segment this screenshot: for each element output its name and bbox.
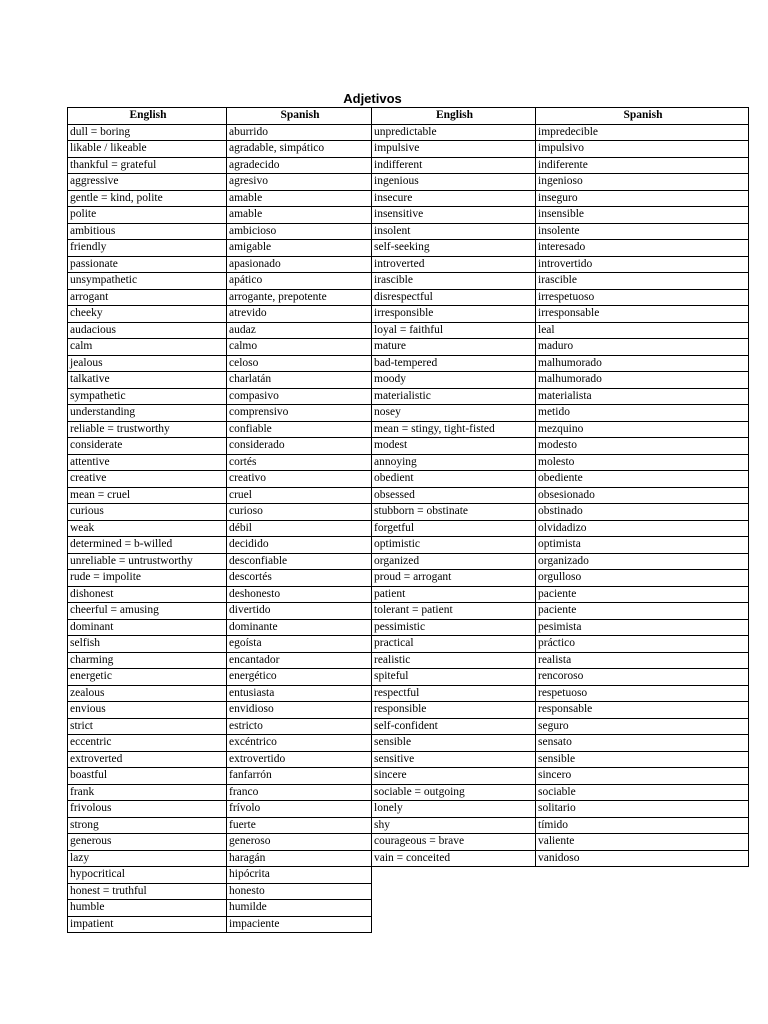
english-cell: lazy bbox=[68, 850, 227, 867]
english-cell: loyal = faithful bbox=[372, 322, 536, 339]
english-cell: obedient bbox=[372, 471, 536, 488]
english-cell: polite bbox=[68, 207, 227, 224]
spanish-cell: franco bbox=[227, 784, 372, 801]
table-row bbox=[372, 553, 749, 570]
english-cell: proud = arrogant bbox=[372, 570, 536, 587]
header-spanish: Spanish bbox=[227, 108, 372, 125]
spanish-cell: amable bbox=[227, 207, 372, 224]
spanish-cell: considerado bbox=[227, 438, 372, 455]
spanish-cell: haragán bbox=[227, 850, 372, 867]
english-cell: unreliable = untrustworthy bbox=[68, 553, 227, 570]
table-row bbox=[372, 388, 749, 405]
english-cell: self-confident bbox=[372, 718, 536, 735]
spanish-cell: extrovertido bbox=[227, 751, 372, 768]
english-cell: dull = boring bbox=[68, 124, 227, 141]
table-row bbox=[372, 471, 749, 488]
spanish-cell: práctico bbox=[536, 636, 749, 653]
table-row bbox=[372, 339, 749, 356]
english-cell: irresponsible bbox=[372, 306, 536, 323]
english-cell: disrespectful bbox=[372, 289, 536, 306]
table-row bbox=[68, 471, 372, 488]
english-cell: respectful bbox=[372, 685, 536, 702]
table-row bbox=[68, 190, 372, 207]
table-row bbox=[372, 850, 749, 867]
table-row bbox=[372, 322, 749, 339]
table-row bbox=[68, 867, 372, 884]
table-row bbox=[68, 355, 372, 372]
spanish-cell: divertido bbox=[227, 603, 372, 620]
table-row bbox=[68, 850, 372, 867]
table-row bbox=[68, 306, 372, 323]
table-row bbox=[68, 141, 372, 158]
spanish-cell: descortés bbox=[227, 570, 372, 587]
english-cell: pessimistic bbox=[372, 619, 536, 636]
spanish-cell: comprensivo bbox=[227, 405, 372, 422]
spanish-cell: impulsivo bbox=[536, 141, 749, 158]
english-cell: understanding bbox=[68, 405, 227, 422]
english-cell: generous bbox=[68, 834, 227, 851]
table-row bbox=[68, 669, 372, 686]
spanish-cell: metido bbox=[536, 405, 749, 422]
english-cell: irascible bbox=[372, 273, 536, 290]
spanish-cell: pesimista bbox=[536, 619, 749, 636]
english-cell: tolerant = patient bbox=[372, 603, 536, 620]
english-cell: reliable = trustworthy bbox=[68, 421, 227, 438]
spanish-cell: inseguro bbox=[536, 190, 749, 207]
spanish-cell: rencoroso bbox=[536, 669, 749, 686]
spanish-cell: respetuoso bbox=[536, 685, 749, 702]
english-cell: spiteful bbox=[372, 669, 536, 686]
table-row bbox=[68, 834, 372, 851]
table-header-row bbox=[68, 108, 372, 125]
spanish-cell: irresponsable bbox=[536, 306, 749, 323]
table-row bbox=[68, 454, 372, 471]
english-cell: honest = truthful bbox=[68, 883, 227, 900]
english-cell: determined = b-willed bbox=[68, 537, 227, 554]
table-row bbox=[372, 718, 749, 735]
table-row bbox=[68, 372, 372, 389]
table-row bbox=[68, 405, 372, 422]
table-row bbox=[68, 801, 372, 818]
table-row bbox=[372, 586, 749, 603]
table-row bbox=[68, 421, 372, 438]
english-cell: indifferent bbox=[372, 157, 536, 174]
spanish-cell: responsable bbox=[536, 702, 749, 719]
english-cell: courageous = brave bbox=[372, 834, 536, 851]
english-cell: aggressive bbox=[68, 174, 227, 191]
table-row bbox=[372, 273, 749, 290]
spanish-cell: apasionado bbox=[227, 256, 372, 273]
table-row bbox=[68, 916, 372, 933]
spanish-cell: tímido bbox=[536, 817, 749, 834]
spanish-cell: modesto bbox=[536, 438, 749, 455]
english-cell: thankful = grateful bbox=[68, 157, 227, 174]
table-row bbox=[372, 652, 749, 669]
table-row bbox=[372, 735, 749, 752]
english-cell: lonely bbox=[372, 801, 536, 818]
spanish-cell: audaz bbox=[227, 322, 372, 339]
table-row bbox=[68, 174, 372, 191]
english-cell: optimistic bbox=[372, 537, 536, 554]
spanish-cell: charlatán bbox=[227, 372, 372, 389]
table-row bbox=[68, 322, 372, 339]
english-cell: insensitive bbox=[372, 207, 536, 224]
table-row bbox=[372, 355, 749, 372]
spanish-cell: cortés bbox=[227, 454, 372, 471]
spanish-cell: apático bbox=[227, 273, 372, 290]
english-cell: sociable = outgoing bbox=[372, 784, 536, 801]
spanish-cell: agradable, simpático bbox=[227, 141, 372, 158]
spanish-cell: atrevido bbox=[227, 306, 372, 323]
english-cell: strict bbox=[68, 718, 227, 735]
spanish-cell: solitario bbox=[536, 801, 749, 818]
spanish-cell: calmo bbox=[227, 339, 372, 356]
english-cell: unpredictable bbox=[372, 124, 536, 141]
table-row bbox=[372, 372, 749, 389]
english-cell: vain = conceited bbox=[372, 850, 536, 867]
table-row bbox=[68, 520, 372, 537]
table-row bbox=[68, 586, 372, 603]
english-cell: organized bbox=[372, 553, 536, 570]
english-cell: rude = impolite bbox=[68, 570, 227, 587]
spanish-cell: deshonesto bbox=[227, 586, 372, 603]
english-cell: weak bbox=[68, 520, 227, 537]
spanish-cell: olvidadizo bbox=[536, 520, 749, 537]
table-row bbox=[372, 240, 749, 257]
english-cell: charming bbox=[68, 652, 227, 669]
english-cell: arrogant bbox=[68, 289, 227, 306]
table-row bbox=[68, 339, 372, 356]
spanish-cell: débil bbox=[227, 520, 372, 537]
spanish-cell: vanidoso bbox=[536, 850, 749, 867]
spanish-cell: curioso bbox=[227, 504, 372, 521]
english-cell: zealous bbox=[68, 685, 227, 702]
table-row bbox=[372, 570, 749, 587]
spanish-cell: indiferente bbox=[536, 157, 749, 174]
english-cell: mean = cruel bbox=[68, 487, 227, 504]
table-row bbox=[372, 619, 749, 636]
english-cell: practical bbox=[372, 636, 536, 653]
english-cell: hypocritical bbox=[68, 867, 227, 884]
header-english: English bbox=[372, 108, 536, 125]
table-row bbox=[68, 718, 372, 735]
table-row bbox=[68, 735, 372, 752]
spanish-cell: aburrido bbox=[227, 124, 372, 141]
table-row bbox=[372, 124, 749, 141]
spanish-cell: humilde bbox=[227, 900, 372, 917]
table-row bbox=[68, 487, 372, 504]
table-row bbox=[372, 223, 749, 240]
spanish-cell: insolente bbox=[536, 223, 749, 240]
table-row bbox=[372, 405, 749, 422]
spanish-cell: sensible bbox=[536, 751, 749, 768]
table-row bbox=[372, 537, 749, 554]
table-row bbox=[372, 834, 749, 851]
table-row bbox=[372, 438, 749, 455]
spanish-cell: ambicioso bbox=[227, 223, 372, 240]
english-cell: curious bbox=[68, 504, 227, 521]
english-cell: nosey bbox=[372, 405, 536, 422]
english-cell: stubborn = obstinate bbox=[372, 504, 536, 521]
spanish-cell: decidido bbox=[227, 537, 372, 554]
english-cell: strong bbox=[68, 817, 227, 834]
english-cell: envious bbox=[68, 702, 227, 719]
table-row bbox=[372, 784, 749, 801]
vocabulary-table-right bbox=[371, 107, 749, 867]
spanish-cell: desconfiable bbox=[227, 553, 372, 570]
english-cell: patient bbox=[372, 586, 536, 603]
english-cell: insecure bbox=[372, 190, 536, 207]
spanish-cell: generoso bbox=[227, 834, 372, 851]
english-cell: annoying bbox=[372, 454, 536, 471]
spanish-cell: entusiasta bbox=[227, 685, 372, 702]
english-cell: mature bbox=[372, 339, 536, 356]
table-row bbox=[68, 537, 372, 554]
spanish-cell: envidioso bbox=[227, 702, 372, 719]
spanish-cell: cruel bbox=[227, 487, 372, 504]
english-cell: materialistic bbox=[372, 388, 536, 405]
table-row bbox=[372, 487, 749, 504]
spanish-cell: frívolo bbox=[227, 801, 372, 818]
table-row bbox=[372, 768, 749, 785]
english-cell: selfish bbox=[68, 636, 227, 653]
english-cell: shy bbox=[372, 817, 536, 834]
table-row bbox=[372, 520, 749, 537]
spanish-cell: hipócrita bbox=[227, 867, 372, 884]
spanish-cell: impredecible bbox=[536, 124, 749, 141]
english-cell: moody bbox=[372, 372, 536, 389]
table-row bbox=[372, 702, 749, 719]
table-row bbox=[68, 784, 372, 801]
spanish-cell: sincero bbox=[536, 768, 749, 785]
spanish-cell: excéntrico bbox=[227, 735, 372, 752]
table-row bbox=[68, 702, 372, 719]
english-cell: obsessed bbox=[372, 487, 536, 504]
english-cell: talkative bbox=[68, 372, 227, 389]
spanish-cell: sociable bbox=[536, 784, 749, 801]
table-row bbox=[68, 619, 372, 636]
english-cell: audacious bbox=[68, 322, 227, 339]
english-cell: unsympathetic bbox=[68, 273, 227, 290]
english-cell: ambitious bbox=[68, 223, 227, 240]
spanish-cell: agresivo bbox=[227, 174, 372, 191]
english-cell: dishonest bbox=[68, 586, 227, 603]
english-cell: sympathetic bbox=[68, 388, 227, 405]
table-row bbox=[68, 817, 372, 834]
table-row bbox=[372, 636, 749, 653]
spanish-cell: estricto bbox=[227, 718, 372, 735]
spanish-cell: arrogante, prepotente bbox=[227, 289, 372, 306]
spanish-cell: leal bbox=[536, 322, 749, 339]
spanish-cell: interesado bbox=[536, 240, 749, 257]
english-cell: creative bbox=[68, 471, 227, 488]
english-cell: eccentric bbox=[68, 735, 227, 752]
header-english: English bbox=[68, 108, 227, 125]
english-cell: dominant bbox=[68, 619, 227, 636]
table-row bbox=[372, 421, 749, 438]
english-cell: introverted bbox=[372, 256, 536, 273]
english-cell: sensible bbox=[372, 735, 536, 752]
spanish-cell: organizado bbox=[536, 553, 749, 570]
spanish-cell: agradecido bbox=[227, 157, 372, 174]
table-row bbox=[372, 751, 749, 768]
table-row bbox=[68, 289, 372, 306]
spanish-cell: honesto bbox=[227, 883, 372, 900]
table-row bbox=[68, 438, 372, 455]
english-cell: attentive bbox=[68, 454, 227, 471]
table-row bbox=[68, 883, 372, 900]
english-cell: ingenious bbox=[372, 174, 536, 191]
english-cell: frivolous bbox=[68, 801, 227, 818]
table-row bbox=[372, 190, 749, 207]
table-row bbox=[372, 504, 749, 521]
table-row bbox=[68, 273, 372, 290]
spanish-cell: paciente bbox=[536, 603, 749, 620]
spanish-cell: maduro bbox=[536, 339, 749, 356]
header-spanish: Spanish bbox=[536, 108, 749, 125]
spanish-cell: malhumorado bbox=[536, 372, 749, 389]
english-cell: frank bbox=[68, 784, 227, 801]
english-cell: extroverted bbox=[68, 751, 227, 768]
english-cell: forgetful bbox=[372, 520, 536, 537]
table-row bbox=[68, 553, 372, 570]
english-cell: impatient bbox=[68, 916, 227, 933]
spanish-cell: orgulloso bbox=[536, 570, 749, 587]
spanish-cell: amigable bbox=[227, 240, 372, 257]
english-cell: mean = stingy, tight-fisted bbox=[372, 421, 536, 438]
spanish-cell: obediente bbox=[536, 471, 749, 488]
table-row bbox=[372, 207, 749, 224]
spanish-cell: seguro bbox=[536, 718, 749, 735]
spanish-cell: insensible bbox=[536, 207, 749, 224]
table-row bbox=[68, 157, 372, 174]
english-cell: humble bbox=[68, 900, 227, 917]
spanish-cell: impaciente bbox=[227, 916, 372, 933]
spanish-cell: valiente bbox=[536, 834, 749, 851]
spanish-cell: fuerte bbox=[227, 817, 372, 834]
spanish-cell: amable bbox=[227, 190, 372, 207]
spanish-cell: realista bbox=[536, 652, 749, 669]
english-cell: gentle = kind, polite bbox=[68, 190, 227, 207]
spanish-cell: energético bbox=[227, 669, 372, 686]
table-row bbox=[68, 685, 372, 702]
spanish-cell: molesto bbox=[536, 454, 749, 471]
english-cell: likable / likeable bbox=[68, 141, 227, 158]
table-row bbox=[68, 207, 372, 224]
spanish-cell: compasivo bbox=[227, 388, 372, 405]
table-row bbox=[68, 636, 372, 653]
spanish-cell: introvertido bbox=[536, 256, 749, 273]
table-row bbox=[372, 256, 749, 273]
english-cell: self-seeking bbox=[372, 240, 536, 257]
table-row bbox=[68, 652, 372, 669]
english-cell: cheeky bbox=[68, 306, 227, 323]
table-header-row bbox=[372, 108, 749, 125]
table-row bbox=[372, 454, 749, 471]
english-cell: realistic bbox=[372, 652, 536, 669]
table-row bbox=[372, 817, 749, 834]
english-cell: sensitive bbox=[372, 751, 536, 768]
spanish-cell: confiable bbox=[227, 421, 372, 438]
spanish-cell: celoso bbox=[227, 355, 372, 372]
spanish-cell: ingenioso bbox=[536, 174, 749, 191]
table-row bbox=[372, 603, 749, 620]
table-row bbox=[372, 141, 749, 158]
table-row bbox=[372, 685, 749, 702]
spanish-cell: fanfarrón bbox=[227, 768, 372, 785]
spanish-cell: creativo bbox=[227, 471, 372, 488]
spanish-cell: irrespetuoso bbox=[536, 289, 749, 306]
english-cell: responsible bbox=[372, 702, 536, 719]
spanish-cell: irascible bbox=[536, 273, 749, 290]
english-cell: friendly bbox=[68, 240, 227, 257]
table-row bbox=[372, 669, 749, 686]
english-cell: bad-tempered bbox=[372, 355, 536, 372]
table-row bbox=[372, 174, 749, 191]
table-row bbox=[68, 751, 372, 768]
english-cell: modest bbox=[372, 438, 536, 455]
table-row bbox=[68, 768, 372, 785]
english-cell: cheerful = amusing bbox=[68, 603, 227, 620]
table-row bbox=[68, 603, 372, 620]
spanish-cell: mezquino bbox=[536, 421, 749, 438]
table-row bbox=[68, 504, 372, 521]
english-cell: considerate bbox=[68, 438, 227, 455]
spanish-cell: paciente bbox=[536, 586, 749, 603]
vocabulary-table-left bbox=[67, 107, 372, 933]
spanish-cell: sensato bbox=[536, 735, 749, 752]
english-cell: passionate bbox=[68, 256, 227, 273]
table-row bbox=[372, 306, 749, 323]
english-cell: impulsive bbox=[372, 141, 536, 158]
table-row bbox=[68, 388, 372, 405]
spanish-cell: materialista bbox=[536, 388, 749, 405]
table-row bbox=[68, 570, 372, 587]
page-title: Adjetivos bbox=[343, 91, 402, 106]
english-cell: calm bbox=[68, 339, 227, 356]
english-cell: insolent bbox=[372, 223, 536, 240]
table-row bbox=[68, 256, 372, 273]
table-row bbox=[372, 157, 749, 174]
table-row bbox=[68, 124, 372, 141]
spanish-cell: dominante bbox=[227, 619, 372, 636]
english-cell: sincere bbox=[372, 768, 536, 785]
spanish-cell: encantador bbox=[227, 652, 372, 669]
spanish-cell: malhumorado bbox=[536, 355, 749, 372]
table-row bbox=[372, 801, 749, 818]
spanish-cell: optimista bbox=[536, 537, 749, 554]
table-row bbox=[68, 900, 372, 917]
spanish-cell: egoísta bbox=[227, 636, 372, 653]
spanish-cell: obstinado bbox=[536, 504, 749, 521]
table-row bbox=[68, 223, 372, 240]
english-cell: jealous bbox=[68, 355, 227, 372]
spanish-cell: obsesionado bbox=[536, 487, 749, 504]
table-row bbox=[68, 240, 372, 257]
english-cell: boastful bbox=[68, 768, 227, 785]
english-cell: energetic bbox=[68, 669, 227, 686]
table-row bbox=[372, 289, 749, 306]
